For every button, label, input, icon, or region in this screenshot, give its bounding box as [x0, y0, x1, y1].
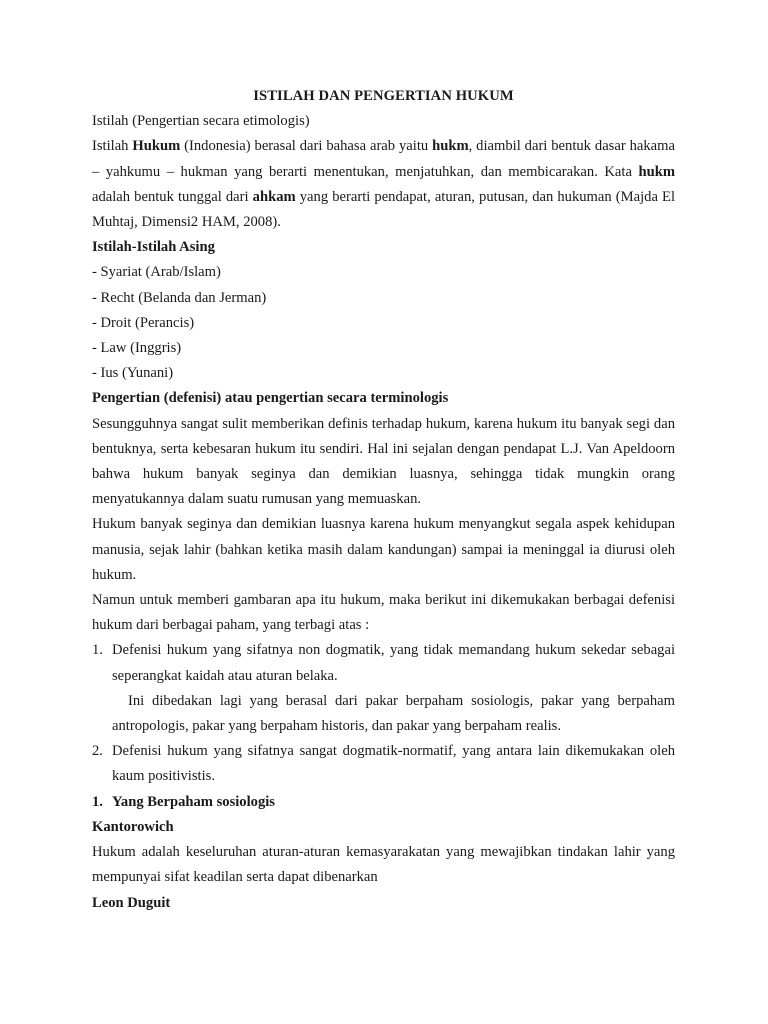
kantorowich-definition: Hukum adalah keseluruhan aturan-aturan kemasyarakatan yang mewajibkan tindakan lahir yang mempunyai sifat keadilan serta dapat dibenarkan: [92, 844, 675, 886]
document-page: [92, 84, 675, 916]
paragraph-segi-hukum: Hukum banyak seginya dan demikian luasnya karena hukum menyangkut segala aspek kehidupan manusia, sejak lahir (bahkan ketika masih dalam kandungan) sampai ia meninggal ia diurusi oleh hukum.: [92, 516, 675, 583]
bold-term-ahkam: ahkam: [252, 188, 296, 205]
bold-term-hukm: hukm: [432, 138, 469, 155]
text-run: Istilah: [92, 138, 133, 155]
text-run: (Indonesia) berasal dari bahasa arab yaitu: [180, 138, 433, 155]
asing-heading: Istilah-Istilah Asing: [92, 239, 215, 256]
asing-item: - Ius (Yunani): [92, 365, 174, 382]
text-run: yang berarti pendapat, aturan, putusan, dan hukuman (Majda El Muhtaj, Dimensi2 HAM, 2008).: [92, 188, 675, 231]
asing-item: - Syariat (Arab/Islam): [92, 264, 221, 281]
list-text: Defenisi hukum yang sifatnya sangat dogmatik-normatif, yang antara lain dikemukakan oleh kaum positivistis.: [112, 743, 675, 785]
list-item: [92, 638, 675, 688]
bold-term-hukum: Hukum: [132, 138, 181, 155]
terminologi-heading: Pengertian (defenisi) atau pengertian secara terminologis: [92, 390, 449, 407]
list-note: Ini dibedakan lagi yang berasal dari pakar berpaham sosiologis, pakar yang berpaham antropologis, pakar yang berpaham historis, dan pakar yang berpaham realis.: [112, 692, 675, 735]
document-title: ISTILAH DAN PENGERTIAN HUKUM: [253, 88, 514, 104]
section-number: 1.: [92, 793, 103, 810]
etimologi-label: Istilah (Pengertian secara etimologis): [92, 113, 310, 130]
paragraph-definisi: Sesungguhnya sangat sulit memberikan definis terhadap hukum, karena hukum itu banyak segi dan bentuknya, serta kebesaran hukum itu sendiri. Hal ini sejalan dengan pendapat L.J. Van Apeldoorn bahwa hukum banyak seginya dan demikian luasnya, sehingga tidak mungkin orang menyatukannya dalam suatu rumusan yang memuaskan.: [92, 415, 675, 508]
list-number: 1.: [92, 642, 103, 659]
paragraph-gambaran: Namun untuk memberi gambaran apa itu hukum, maka berikut ini dikemukakan berbagai defenisi hukum dari berbagai paham, yang terbagi atas :: [92, 592, 675, 634]
section-label: Yang Berpaham sosiologis: [112, 793, 275, 810]
list-number: 2.: [92, 743, 103, 760]
section-heading: [92, 790, 675, 815]
paragraph-istilah-hukum: [92, 134, 675, 235]
text-run: , diambil dari bentuk dasar hakama – yahkumu – hukman yang berarti menentukan, menjatuhkan, dan membicarakan. Kata: [92, 138, 675, 180]
duguit-heading: Leon Duguit: [92, 894, 171, 911]
list-text: Defenisi hukum yang sifatnya non dogmatik, yang tidak memandang hukum sekedar sebagai seperangkat kaidah atau aturan belaka.: [112, 642, 675, 684]
asing-item: - Droit (Perancis): [92, 314, 195, 331]
asing-list: [92, 260, 675, 386]
bold-term-hukm-2: hukm: [638, 163, 675, 180]
kantorowich-heading: Kantorowich: [92, 818, 174, 835]
list-item: [92, 739, 675, 789]
asing-item: - Law (Inggris): [92, 340, 182, 357]
asing-item: - Recht (Belanda dan Jerman): [92, 289, 267, 306]
text-run: adalah bentuk tunggal dari: [92, 188, 253, 205]
